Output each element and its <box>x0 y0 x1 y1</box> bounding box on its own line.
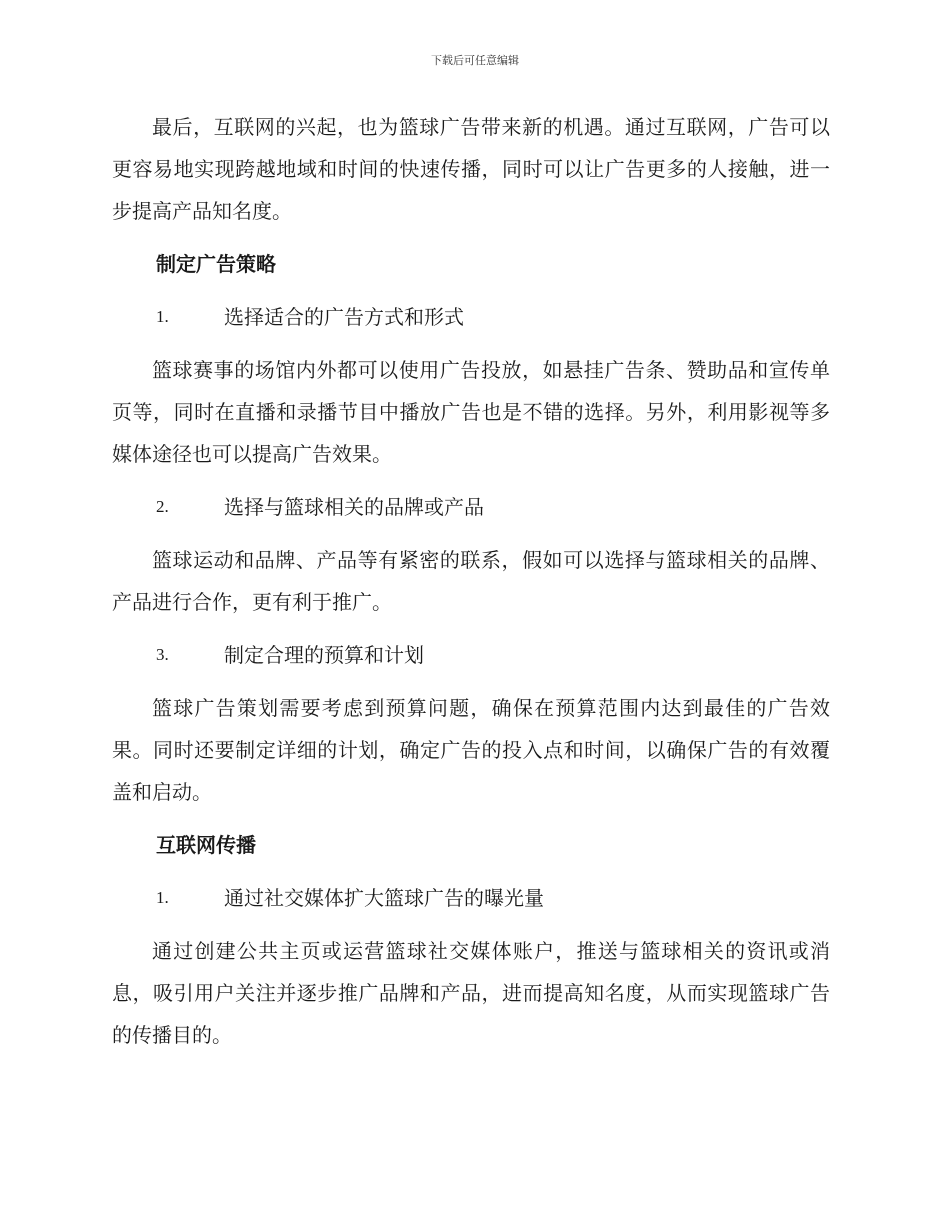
section-heading-internet-spread: 互联网传播 <box>156 833 256 857</box>
list-item-text: 选择适合的广告方式和形式 <box>224 305 464 329</box>
list-item-text: 通过社交媒体扩大篮球广告的曝光量 <box>224 886 544 910</box>
list-item <box>112 877 830 919</box>
list-item-text: 制定合理的预算和计划 <box>224 643 424 667</box>
paragraph-brand-partnership: 篮球运动和品牌、产品等有紧密的联系，假如可以选择与篮球相关的品牌、产品进行合作，更有利于推广。 <box>112 548 830 614</box>
document-body <box>112 106 830 1067</box>
list-item-number: 3. <box>156 645 169 664</box>
list-item-text: 选择与篮球相关的品牌或产品 <box>224 495 484 519</box>
paragraph-budget-plan: 篮球广告策划需要考虑到预算问题，确保在预算范围内达到最佳的广告效果。同时还要制定详细的计划，确定广告的投入点和时间，以确保广告的有效覆盖和启动。 <box>112 696 830 804</box>
paragraph-internet-opportunity: 最后，互联网的兴起，也为篮球广告带来新的机遇。通过互联网，广告可以更容易地实现跨越地域和时间的快速传播，同时可以让广告更多的人接触，进一步提高产品知名度。 <box>112 115 830 223</box>
section-heading-ad-strategy: 制定广告策略 <box>156 252 276 276</box>
paragraph-social-media: 通过创建公共主页或运营篮球社交媒体账户，推送与篮球相关的资讯或消息，吸引用户关注并逐步推广品牌和产品，进而提高知名度，从而实现篮球广告的传播目的。 <box>112 939 830 1047</box>
list-item <box>112 296 830 338</box>
page-header: 下载后可任意编辑 <box>431 54 519 67</box>
list-item <box>112 486 830 528</box>
list-item-number: 1. <box>156 307 169 326</box>
list-item-number: 2. <box>156 497 169 516</box>
list-item-number: 1. <box>156 888 169 907</box>
list-item <box>112 634 830 676</box>
paragraph-ad-placement: 篮球赛事的场馆内外都可以使用广告投放，如悬挂广告条、赞助品和宣传单页等，同时在直播和录播节目中播放广告也是不错的选择。另外，利用影视等多媒体途径也可以提高广告效果。 <box>112 358 830 466</box>
